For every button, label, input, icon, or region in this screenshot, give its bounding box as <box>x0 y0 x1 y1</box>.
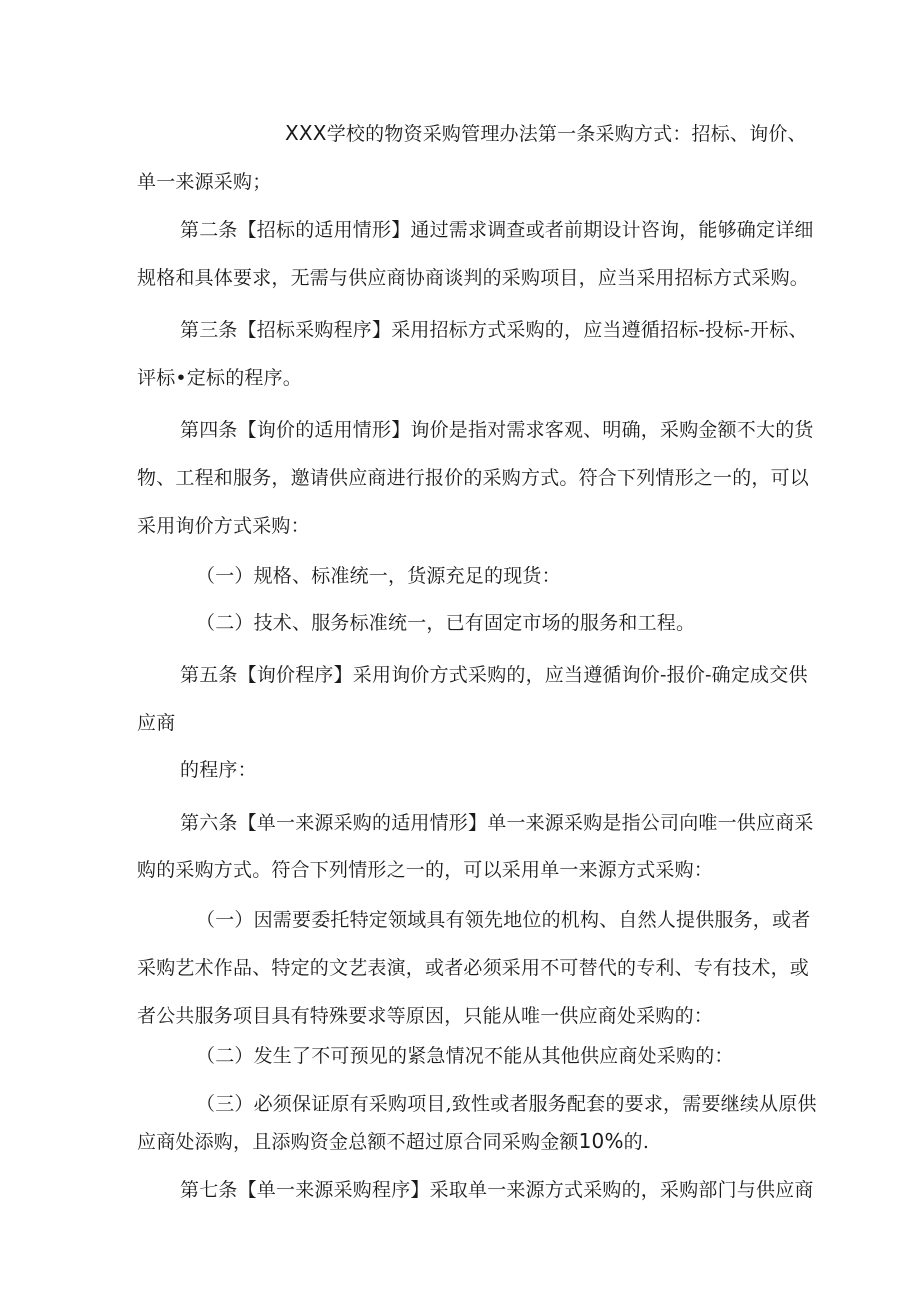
title-line <box>285 113 807 153</box>
paragraph-line: 规格和具体要求，无需与供应商协商谈判的采购项目，应当采用招标方式采购。 <box>137 267 810 289</box>
line-text: 应商处添购，且添购资金总额不超过原合同采购金额 <box>137 1131 579 1153</box>
paragraph-line: 采用询价方式采购： <box>137 515 310 537</box>
paragraph-line: 第二条【招标的适用情形】通过需求调查或者前期设计咨询，能够确定详细 <box>180 219 814 241</box>
paragraph-line: 应商 <box>137 712 176 734</box>
paragraph-line: 第六条【单一来源采购的适用情形】单一来源采购是指公司向唯一供应商采 <box>180 812 814 834</box>
paragraph-line: 第三条【招标采购程序】采用招标方式采购的，应当遵循招标-投标-开标、 <box>180 319 808 341</box>
title-text: 学校的物资采购管理办法第一条采购方式：招标、询价、 <box>326 123 807 145</box>
paragraph-line: 单一来源采购； <box>137 171 272 193</box>
paragraph-line: 评标•定标的程序。 <box>137 367 303 389</box>
list-item-line: （二）发生了不可预见的紧急情况不能从其他供应商处采购的： <box>196 1045 734 1067</box>
list-item-line: （一）因需要委托特定领域具有领先地位的机构、自然人提供服务，或者 <box>196 909 811 931</box>
list-item-line: （三）必须保证原有采购项目,致性或者服务配套的要求，需要继续从原供 <box>196 1093 817 1115</box>
paragraph-line: 者公共服务项目具有特殊要求等原因，只能从唯一供应商处采购的： <box>137 1005 714 1027</box>
list-item-line: （一）规格、标准统一，货源充足的现货： <box>196 565 561 587</box>
list-item-line: （二）技术、服务标准统一，已有固定市场的服务和工程。 <box>196 612 696 634</box>
paragraph-line: 的程序： <box>180 759 257 781</box>
paragraph-line: 第七条【单一来源采购程序】采取单一来源方式采购的，采购部门与供应商 <box>180 1179 814 1201</box>
paragraph-line <box>137 1121 649 1161</box>
paragraph-line: 物、工程和服务，邀请供应商进行报价的采购方式。符合下列情形之一的，可以 <box>137 467 810 489</box>
percentage-value: 10% <box>578 1129 624 1153</box>
paragraph-line: 购的采购方式。符合下列情形之一的，可以采用单一来源方式采购： <box>137 859 714 881</box>
paragraph-line: 采购艺术作品、特定的文艺表演，或者必须采用不可替代的专利、专有技术，或 <box>137 957 810 979</box>
line-text-end: 的. <box>623 1131 650 1153</box>
school-name-placeholder: XXX <box>285 121 327 145</box>
paragraph-line: 第四条【询价的适用情形】询价是指对需求客观、明确，采购金额不大的货 <box>180 419 814 441</box>
paragraph-line: 第五条【询价程序】采用询价方式采购的，应当遵循询价-报价-确定成交供 <box>180 664 808 686</box>
